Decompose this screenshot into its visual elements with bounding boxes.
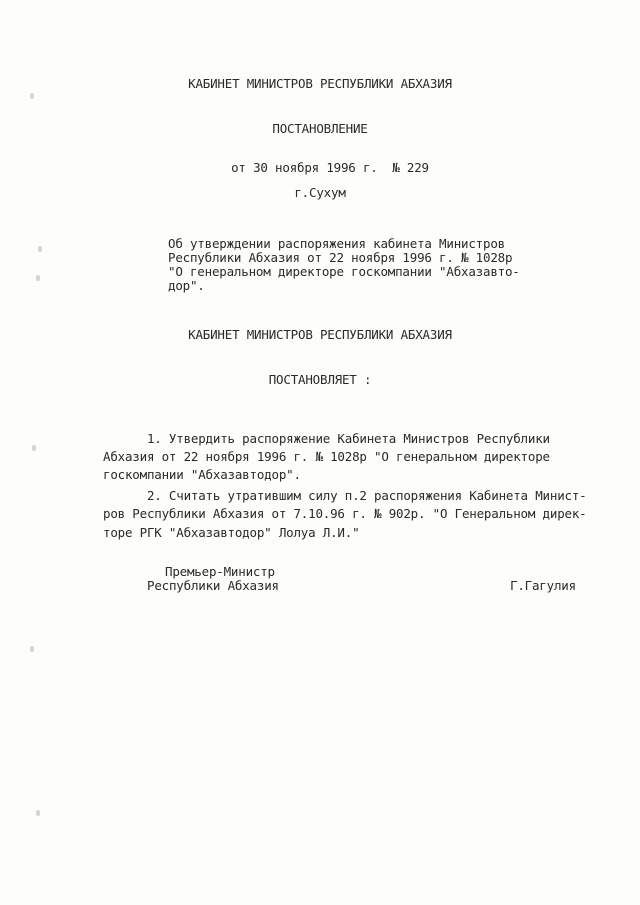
body-line-3: госкомпании "Абхазавтодор". — [103, 467, 301, 482]
scan-speck — [32, 445, 36, 451]
scan-speck — [30, 93, 34, 99]
subject-line-3: "О генеральном директоре госкомпании "Абхазавто- — [168, 264, 520, 279]
subject-line-1: Об утверждении распоряжения кабинета Министров — [168, 236, 505, 251]
city: г.Сухум — [294, 185, 346, 200]
signature-title-1: Премьер-Министр — [165, 564, 275, 579]
scan-speck — [36, 810, 40, 816]
signature-name: Г.Гагулия — [510, 578, 576, 593]
header-org: КАБИНЕТ МИНИСТРОВ РЕСПУБЛИКИ АБХАЗИЯ — [188, 76, 452, 91]
scan-speck — [36, 275, 40, 281]
preamble-org: КАБИНЕТ МИНИСТРОВ РЕСПУБЛИКИ АБХАЗИЯ — [188, 327, 452, 342]
subject-line-2: Республики Абхазия от 22 ноября 1996 г. № 1028р — [168, 250, 513, 265]
body-line-4: 2. Считать утратившим силу п.2 распоряжения Кабинета Минист- — [103, 488, 587, 503]
body-line-6: торе РГК "Абхазавтодор" Лолуа Л.И." — [103, 525, 360, 540]
body-line-2: Абхазия от 22 ноября 1996 г. № 1028р "О генеральном директоре — [103, 449, 550, 464]
doc-type: ПОСТАНОВЛЕНИЕ — [272, 121, 368, 136]
date-number: от 30 ноября 1996 г. № 229 — [231, 160, 429, 175]
preamble-decrees: ПОСТАНОВЛЯЕТ : — [268, 372, 372, 387]
signature-title-2: Республики Абхазия — [147, 578, 279, 593]
body-line-1: 1. Утвердить распоряжение Кабинета Министров Республики — [103, 431, 550, 446]
subject-line-4: дор". — [168, 278, 205, 293]
body-line-5: ров Республики Абхазия от 7.10.96 г. № 902р. "О Генеральном дирек- — [103, 506, 587, 521]
scan-speck — [30, 646, 34, 652]
scan-speck — [38, 246, 42, 252]
